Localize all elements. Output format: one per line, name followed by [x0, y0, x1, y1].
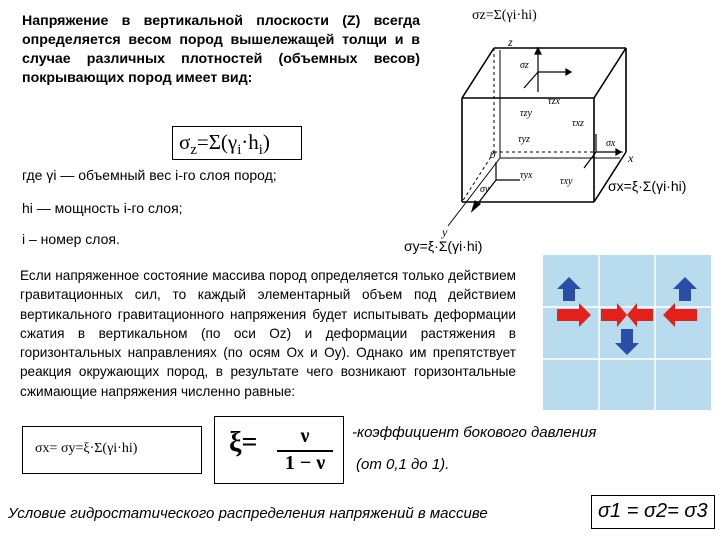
definition-gamma: где γi — объемный вес i-го слоя пород; [22, 167, 277, 183]
intro-paragraph: Напряжение в вертикальной плоскости (Z) всегда определяется весом пород вышележащей толщи и в случае различных плотностей (объемных весов) покрывающих пород имеет вид: [22, 13, 420, 86]
diagram-formula-sigma-y: σy=ξ·Σ(γi·hi) [404, 238, 483, 254]
coef-note: -коэффициент бокового давления [352, 424, 597, 441]
hydro-text: Условие гидростатического распределения напряжений в массиве [8, 505, 488, 522]
label-tau-xy: τxy [560, 176, 573, 187]
xi-numerator: ν [277, 425, 333, 452]
formula-rhs-mid: ·h [241, 130, 259, 154]
label-sigma-x: σx [606, 138, 616, 149]
bottom-formula: σx= σy=ξ·Σ(γi·hi) [35, 441, 138, 456]
coef-range: (от 0,1 до 1). [356, 456, 450, 473]
axis-label-z: z [508, 35, 513, 49]
diagram-formula-sigma-z: σz=Σ(γi·hi) [472, 8, 537, 23]
stress-grid-figure [543, 255, 711, 410]
diagram-formula-sigma-x: σx=ξ·Σ(γi·hi) [608, 178, 687, 194]
label-tau-zx: τzx [548, 96, 560, 107]
stress-grid-svg [543, 255, 711, 410]
xi-fraction [277, 425, 333, 475]
formula-rhs-prefix: =Σ(γ [196, 130, 238, 154]
main-formula-box [172, 126, 302, 160]
stress-cube-diagram [420, 30, 640, 245]
hydro-equation: σ1 = σ2= σ3 [598, 500, 708, 522]
hydro-equation-box [591, 495, 715, 529]
bottom-formula-box [22, 426, 202, 474]
label-sigma-z: σz [520, 60, 529, 71]
axis-label-origin: 0 [490, 149, 496, 161]
label-sigma-y: σy [480, 184, 490, 195]
label-tau-xz: τxz [572, 118, 584, 129]
formula-rhs-sub2: i [258, 142, 263, 159]
xi-lhs: ξ= [229, 427, 258, 458]
formula-rhs-sub1: i [237, 142, 242, 159]
cube-edges [462, 48, 626, 202]
formula-lhs: σ [179, 130, 191, 154]
body-paragraph: Если напряженное состояние массива пород определяется только действием гравитационных сил, то каждый элементарный объем под действием вертикального гравитационного напряжения будет испытывать деформации сжатия в вертикальном (по оси Oz) и деформации растяжения в горизонтальных направлениях (по осям Ox и Oy). Однако им препятствует реакция окружающих пород, в результате чего возникают горизонтальные сжимающие напряжения численно равные: [20, 268, 516, 399]
definition-h: hi — мощность i-го слоя; [22, 200, 183, 216]
axis-label-y: y [442, 225, 448, 239]
label-tau-yz: τyz [518, 134, 530, 145]
xi-formula-box [214, 416, 344, 484]
xi-denominator: 1 − ν [284, 452, 326, 474]
main-formula [179, 130, 270, 159]
label-tau-zy: τzy [520, 108, 532, 119]
formula-lhs-sub: z [190, 142, 197, 159]
definition-i: i – номер слоя. [22, 231, 120, 247]
cube-hidden-edges [462, 48, 626, 202]
axis-label-x: x [628, 151, 634, 165]
xi-formula [229, 427, 257, 459]
formula-rhs-end: ) [262, 130, 270, 154]
label-tau-yx: τyx [520, 170, 533, 181]
